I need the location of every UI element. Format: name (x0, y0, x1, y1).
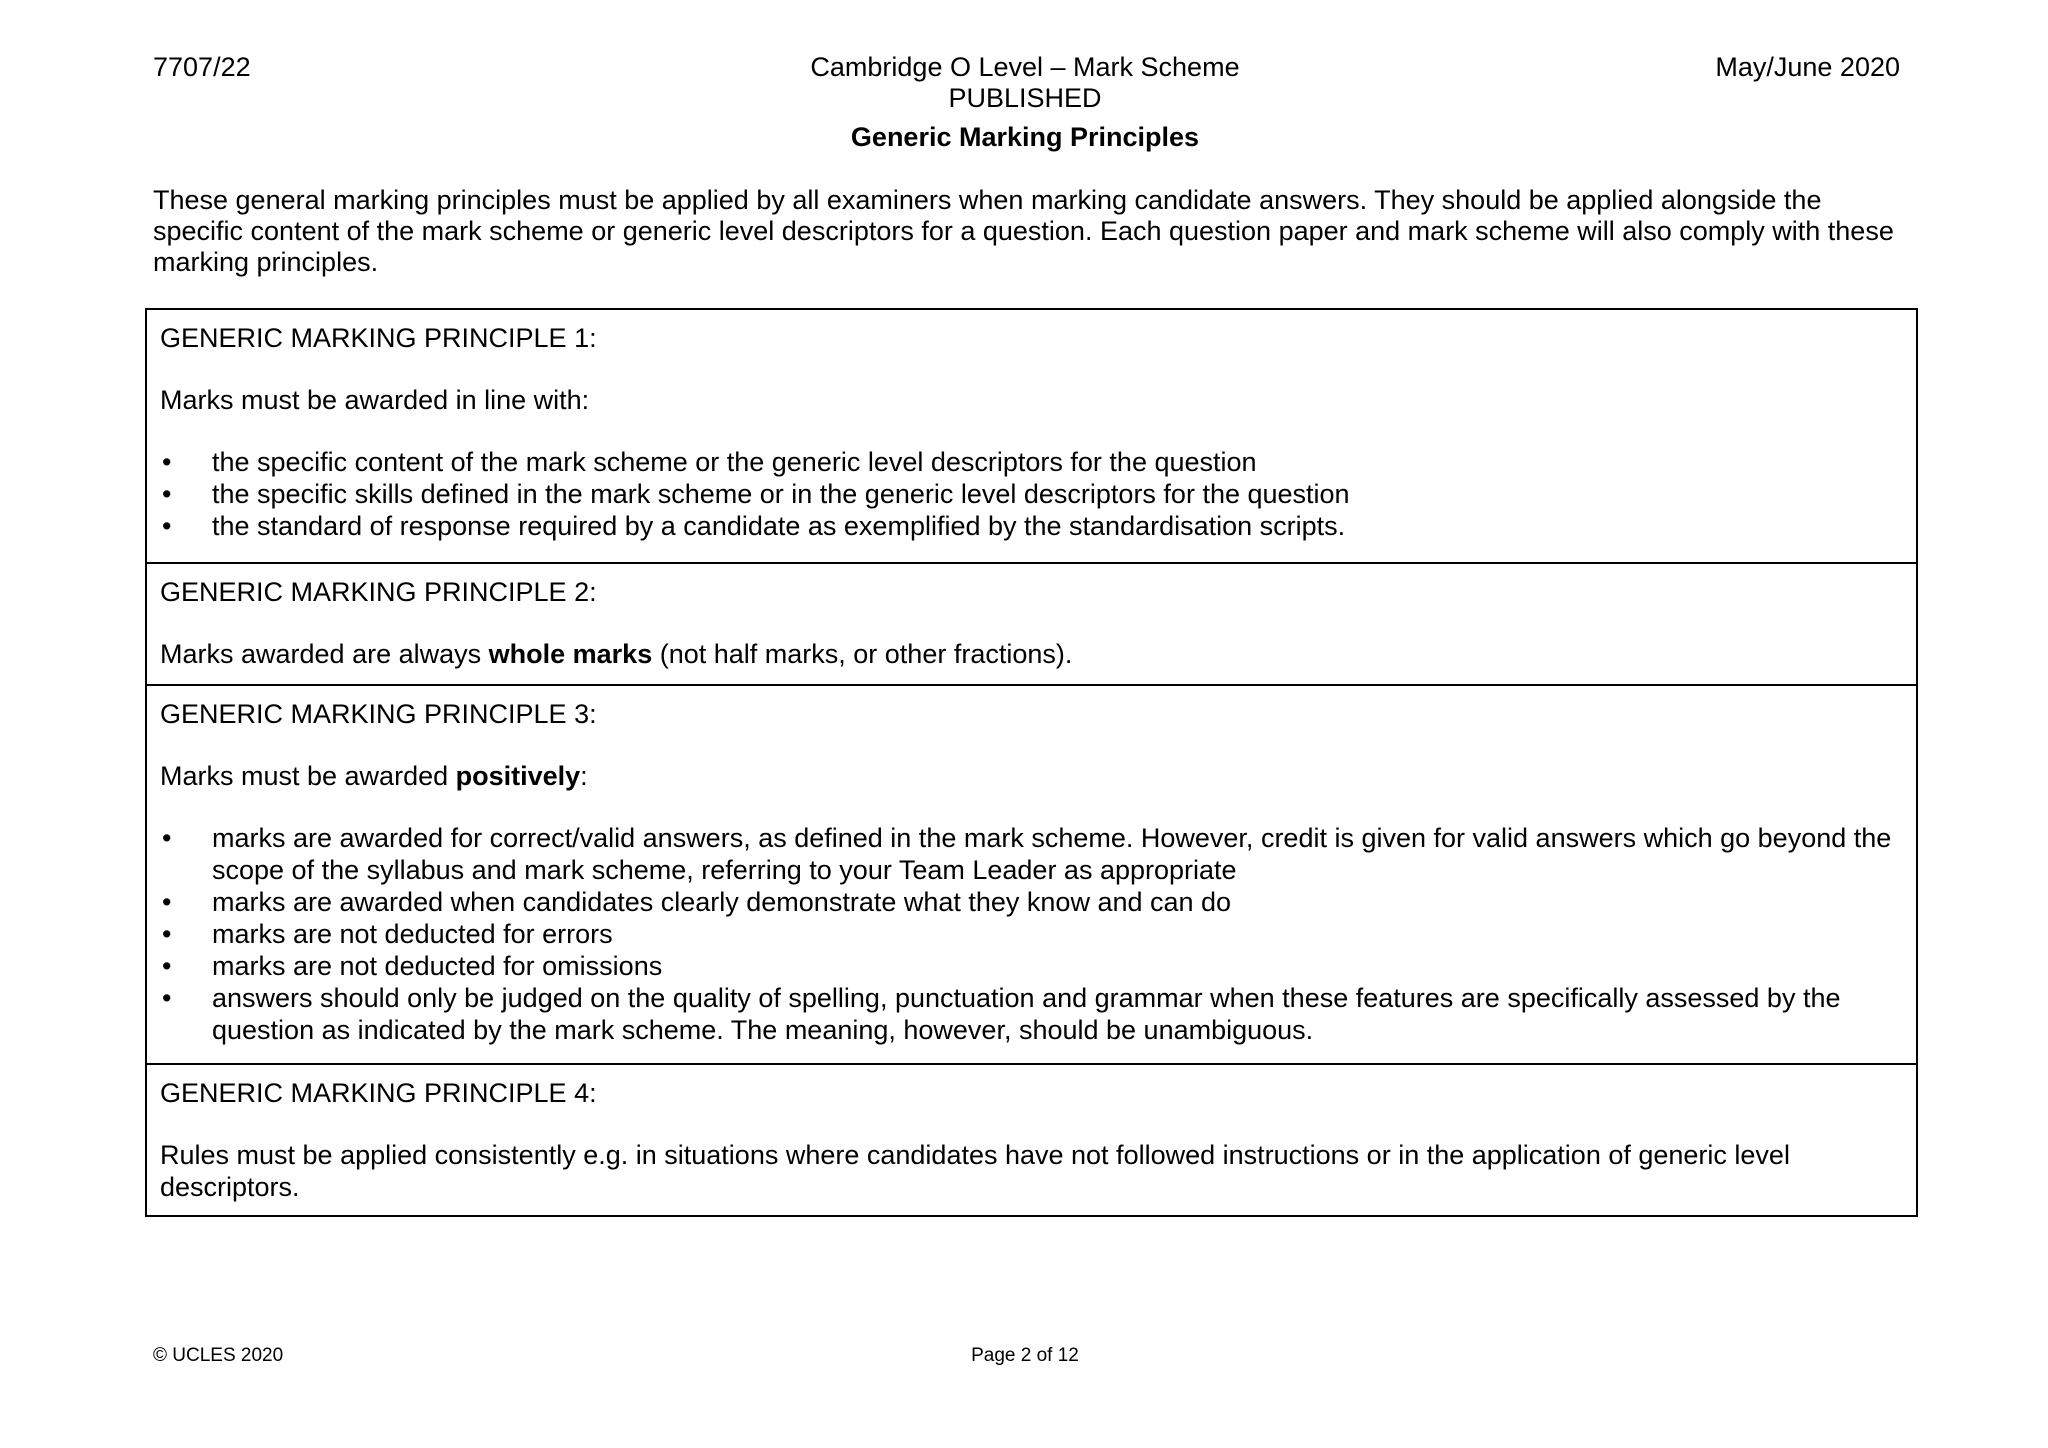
intro-paragraph: These general marking principles must be applied by all examiners when marking candidate answers. They should be applied alongside the specific content of the mark scheme or generic level descriptors for a question. Each question paper and mark scheme will also comply with these marking principles. (153, 185, 1894, 277)
bullet-icon: • (162, 823, 172, 853)
bullet-icon: • (162, 951, 172, 981)
principle-2-heading: GENERIC MARKING PRINCIPLE 2: (160, 577, 597, 607)
principle-1-lead: Marks must be awarded in line with: (160, 385, 590, 415)
bullet-icon: • (162, 983, 172, 1013)
bullet-icon: • (162, 919, 172, 949)
principle-2-text: Marks awarded are always whole marks (not half marks, or other fractions). (160, 639, 1073, 669)
bullet-icon: • (162, 511, 172, 541)
document-title-block (700, 52, 1350, 114)
principle-4-text: Rules must be applied consistently e.g. in situations where candidates have not followed instructions or in the application of generic level descriptors. (160, 1140, 1790, 1202)
bullet-icon: • (162, 887, 172, 917)
principle-3-list (160, 822, 1896, 1046)
paper-code: 7707/22 (153, 52, 251, 82)
principle-1-box (147, 310, 1916, 562)
list-item: • answers should only be judged on the quality of spelling, punctuation and grammar when these features are specifically assessed by the question as indicated by the mark scheme. The meaning, however, should be unambiguous. (162, 983, 1841, 1045)
bullet-icon: • (162, 447, 172, 477)
list-item: • the specific skills defined in the mark scheme or in the generic level descriptors for the question (162, 479, 1350, 509)
copyright: © UCLES 2020 (153, 1345, 284, 1366)
principle-4-box (147, 1063, 1916, 1215)
list-item: • the specific content of the mark scheme or the generic level descriptors for the question (162, 447, 1257, 477)
list-item: • the standard of response required by a candidate as exemplified by the standardisation scripts. (162, 511, 1346, 541)
list-item: • marks are awarded when candidates clearly demonstrate what they know and can do (162, 887, 1232, 917)
exam-session: May/June 2020 (1715, 52, 1900, 82)
principles-table (145, 308, 1918, 1217)
publication-status: PUBLISHED (948, 83, 1102, 113)
principle-3-heading: GENERIC MARKING PRINCIPLE 3: (160, 699, 597, 729)
section-title: Generic Marking Principles (850, 122, 1200, 152)
list-item: • marks are awarded for correct/valid answers, as defined in the mark scheme. However, credit is given for valid answers which go beyond the scope of the syllabus and mark scheme, referring to your Team Leader as appropriate (162, 823, 1892, 885)
principle-4-heading: GENERIC MARKING PRINCIPLE 4: (160, 1078, 597, 1108)
list-item: • marks are not deducted for errors (162, 919, 613, 949)
bullet-icon: • (162, 479, 172, 509)
principle-2-box (147, 562, 1916, 684)
document-title: Cambridge O Level – Mark Scheme (810, 52, 1240, 82)
principle-3-box (147, 684, 1916, 1063)
principle-3-lead: Marks must be awarded positively: (160, 761, 588, 791)
page-number: Page 2 of 12 (971, 1345, 1079, 1366)
principle-1-heading: GENERIC MARKING PRINCIPLE 1: (160, 323, 597, 353)
principle-1-list (160, 446, 1896, 542)
list-item: • marks are not deducted for omissions (162, 951, 663, 981)
